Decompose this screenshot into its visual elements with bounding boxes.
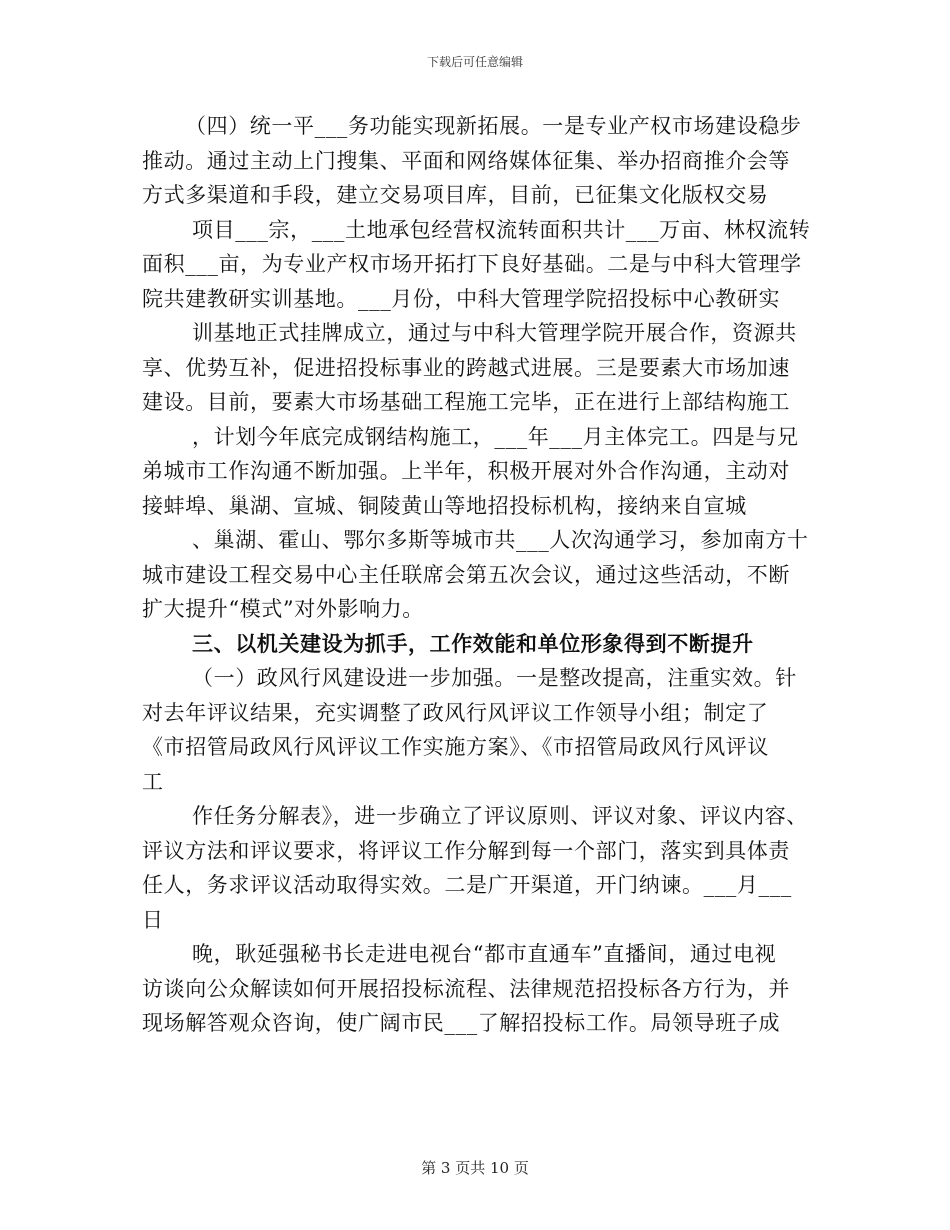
- text-line: 面积___亩，为专业产权市场开拓打下良好基础。二是与中科大管理学: [142, 252, 802, 276]
- text-line: 日: [142, 907, 164, 932]
- text-line: 推动。通过主动上门搜集、平面和网络媒体征集、举办招商推介会等: [142, 148, 790, 173]
- text-line: 建设。目前，要素大市场基础工程施工完毕，正在进行上部结构施工: [142, 390, 790, 414]
- document-body: [142, 109, 822, 1041]
- page-number: 第 3 页共 10 页: [421, 1159, 529, 1177]
- text-line: 《市招管局政风行风评议工作实施方案》、《市招管局政风行风评议: [142, 735, 769, 759]
- text-line: 享、优势互补，促进招投标事业的跨越式进展。三是要素大市场加速: [142, 355, 790, 380]
- section-heading: 三、以机关建设为抓手，工作效能和单位形象得到不断提升: [192, 630, 754, 656]
- text-line: 训基地正式挂牌成立，通过与中科大管理学院开展合作，资源共: [192, 321, 797, 345]
- page-header: 下载后可任意编辑: [426, 55, 523, 69]
- text-line: 作任务分解表》，进一步确立了评议原则、评议对象、评议内容、: [192, 804, 808, 828]
- text-line: （一）政风行风建设进一步加强。一是整改提高，注重实效。针: [192, 666, 797, 690]
- text-line: 城市建设工程交易中心主任联席会第五次会议，通过这些活动，不断: [142, 562, 790, 587]
- text-line: 任人，务求评议活动取得实效。二是广开渠道，开门纳谏。___月___: [142, 873, 792, 897]
- text-line: 现场解答观众咨询，使广阔市民___了解招投标工作。局领导班子成: [142, 1011, 781, 1035]
- text-line: 院共建教研实训基地。___月份，中科大管理学院招投标中心教研实: [142, 286, 781, 311]
- text-line: 方式多渠道和手段，建立交易项目库，目前，已征集文化版权交易: [142, 183, 769, 207]
- text-line: 晚，耿延强秘书长走进电视台“都市直通车”直播间，通过电视: [192, 942, 777, 966]
- text-line: 项目___宗，___土地承包经营权流转面积共计___万亩、林权流转: [192, 217, 811, 242]
- text-line: 评议方法和评议要求，将评议工作分解到每一个部门，落实到具体责: [142, 838, 790, 863]
- text-line: 扩大提升“模式”对外影响力。: [142, 597, 424, 621]
- text-line: ，计划今年底完成钢结构施工，___年___月主体完工。四是与兄: [192, 424, 799, 449]
- text-line: 接蚌埠、巢湖、宣城、铜陵黄山等地招投标机构，接纳来自宣城: [142, 493, 747, 518]
- text-line: 弟城市工作沟通不断加强。上半年，积极开展对外合作沟通，主动对: [142, 459, 790, 483]
- text-line: 访谈向公众解读如何开展招投标流程、法律规范招投标各方行为，并: [142, 976, 790, 1001]
- text-line: 、巢湖、霍山、鄂尔多斯等城市共___人次沟通学习，参加南方十: [192, 528, 809, 552]
- text-line: （四）统一平___务功能实现新拓展。一是专业产权市场建设稳步: [185, 114, 802, 138]
- text-line: 工: [142, 769, 164, 794]
- text-line: 对去年评议结果，充实调整了政风行风评议工作领导小组；制定了: [142, 700, 769, 725]
